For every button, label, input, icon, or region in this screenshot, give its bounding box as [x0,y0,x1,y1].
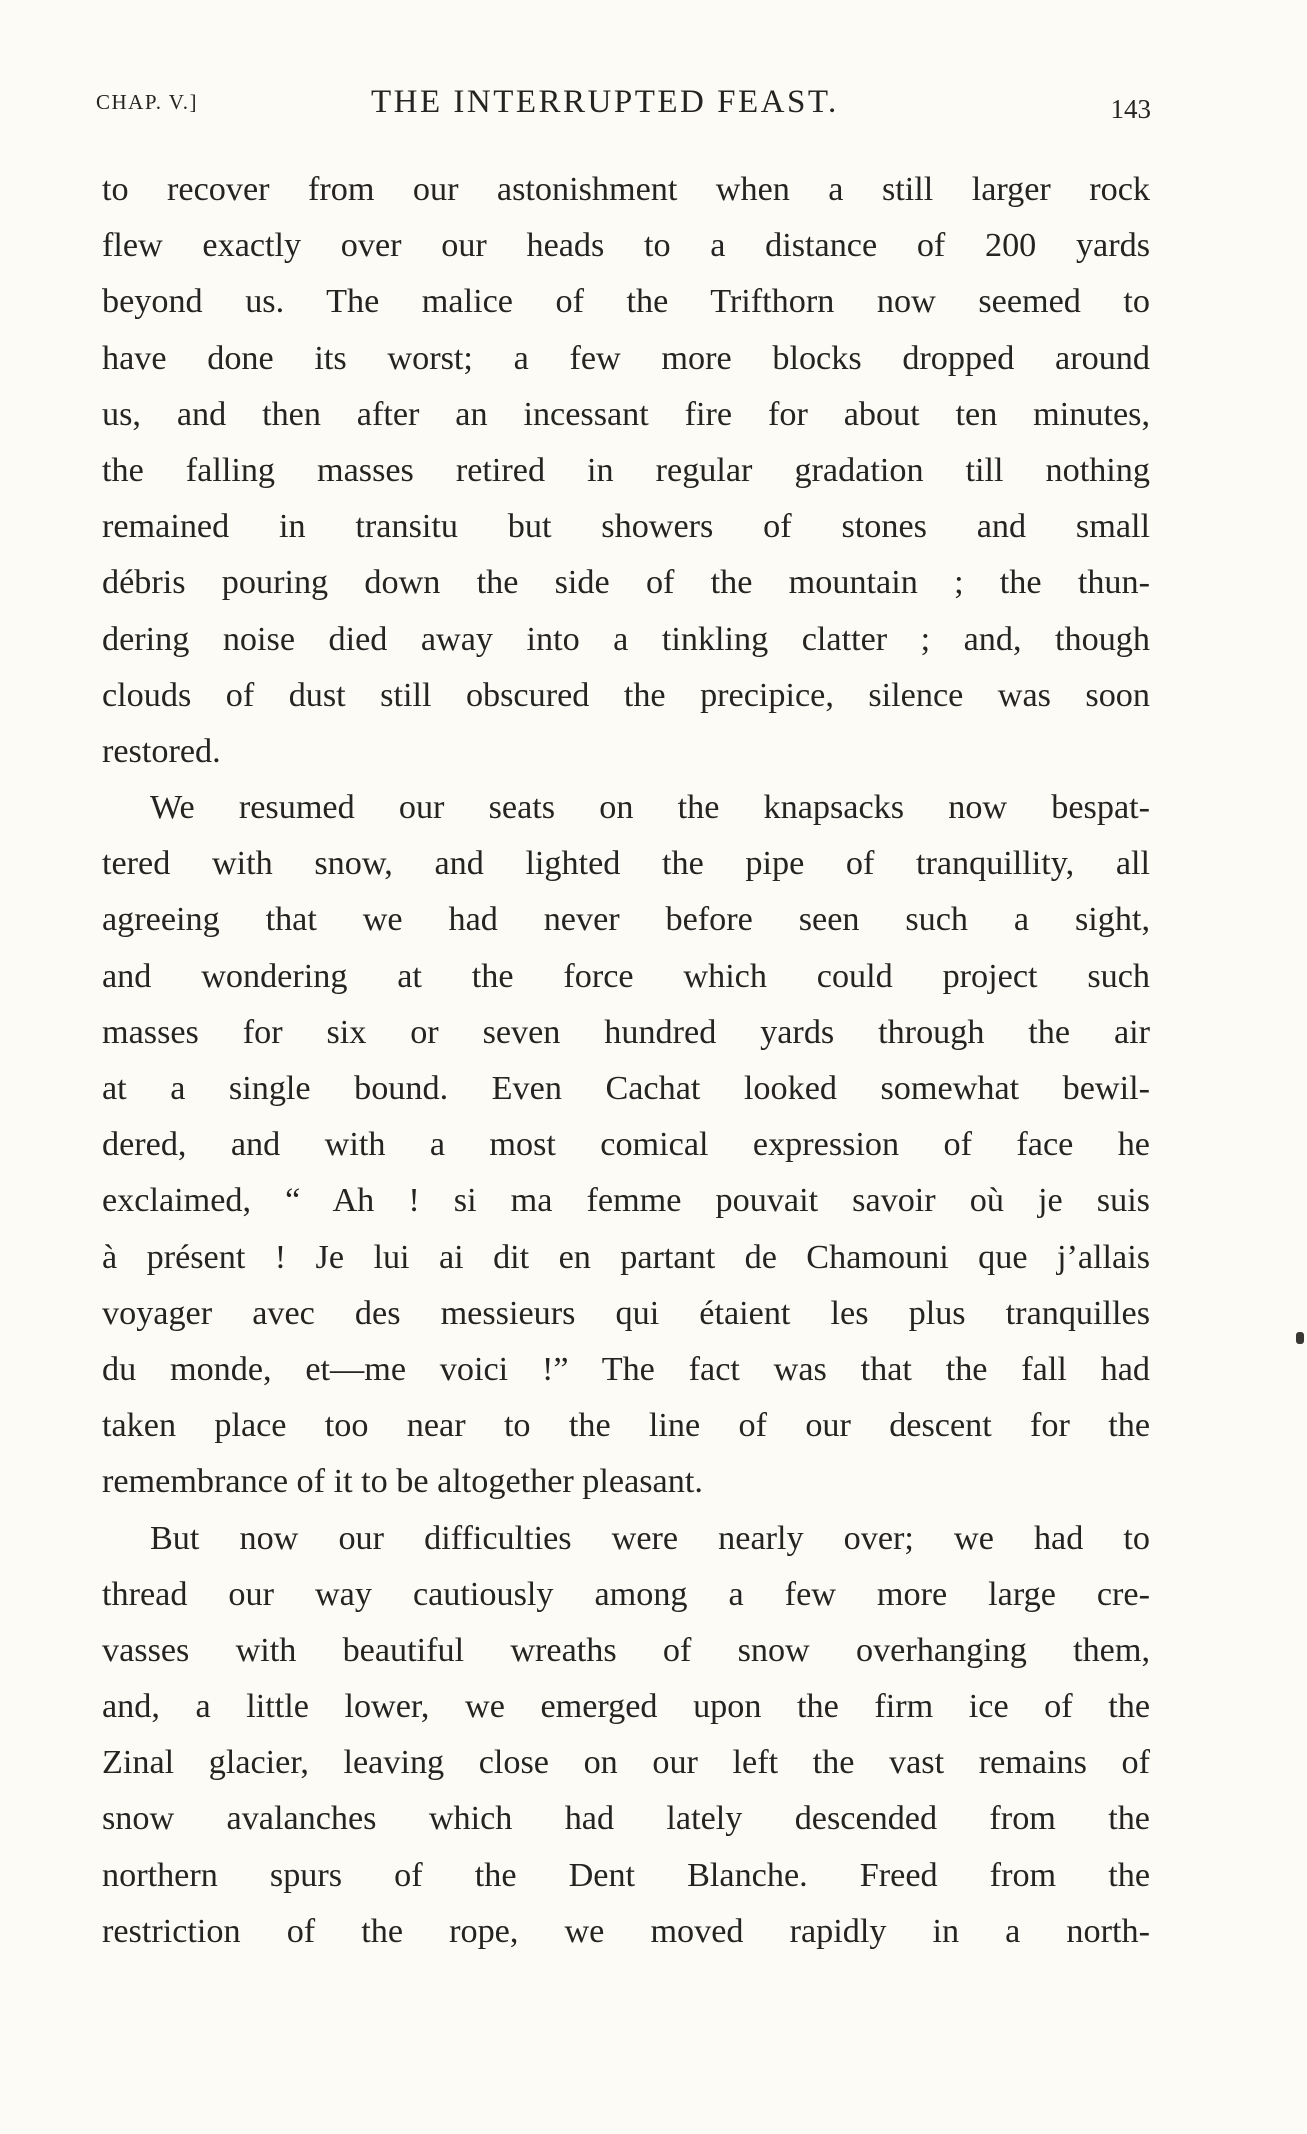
text-line: thread our way cautiously among a few more large cre- [102,1575,1150,1613]
ink-speck [1296,1332,1304,1344]
running-head [96,84,1151,124]
text-line: taken place too near to the line of our descent for the [102,1407,1150,1445]
text-line: to recover from our astonishment when a still larger rock [102,171,1150,208]
text-line: vasses with beautiful wreaths of snow overhanging them, [102,1631,1150,1669]
text-line: and, a little lower, we emerged upon the firm ice of the [102,1688,1150,1726]
text-line: flew exactly over our heads to a distance of 200 yards [102,227,1150,265]
text-line: and wondering at the force which could project such [102,957,1150,995]
text-line: beyond us. The malice of the Trifthorn now seemed to [102,283,1150,321]
paragraph-2 [102,780,1150,1510]
text-line: snow avalanches which had lately descended from the [102,1800,1150,1838]
text-line: dering noise died away into a tinkling clatter ; and, though [102,620,1150,658]
text-line: Zinal glacier, leaving close on our left the vast remains of [102,1744,1150,1782]
text-line: voyager avec des messieurs qui étaient les plus tranquilles [102,1294,1150,1332]
text-line: exclaimed, “ Ah ! si ma femme pouvait savoir où je suis [102,1182,1150,1220]
body-text [102,162,1150,1960]
text-line: us, and then after an incessant fire for about ten minutes, [102,395,1150,433]
text-line: restored. [102,732,221,770]
paragraph-1 [102,162,1150,780]
text-line: tered with snow, and lighted the pipe of tranquillity, all [102,845,1150,883]
text-line: dered, and with a most comical expression of face he [102,1126,1150,1164]
text-line: clouds of dust still obscured the precipice, silence was soon [102,676,1150,714]
text-line: à présent ! Je lui ai dit en partant de Chamouni que j’allais [102,1238,1150,1276]
text-line: northern spurs of the Dent Blanche. Freed from the [102,1856,1150,1894]
paragraph-3 [102,1511,1150,1961]
text-line: at a single bound. Even Cachat looked somewhat bewil- [102,1070,1150,1107]
text-line: agreeing that we had never before seen such a sight, [102,901,1150,939]
text-line: remained in transitu but showers of stones and small [102,508,1150,546]
text-line: the falling masses retired in regular gradation till nothing [102,451,1150,489]
text-line: We resumed our seats on the knapsacks now bespat- [150,789,1150,827]
text-line: remembrance of it to be altogether pleasant. [102,1463,703,1501]
page-number: 143 [1110,94,1151,124]
chapter-label: CHAP. V.] [96,90,199,114]
text-line: du monde, et—me voici !” The fact was that the fall had [102,1350,1150,1388]
text-line: masses for six or seven hundred yards through the air [102,1013,1150,1051]
text-line: But now our difficulties were nearly over; we had to [150,1519,1150,1557]
chapter-title: THE INTERRUPTED FEAST. [371,84,839,120]
text-line: have done its worst; a few more blocks dropped around [102,339,1150,377]
text-line: débris pouring down the side of the mountain ; the thun- [102,564,1150,602]
text-line: restriction of the rope, we moved rapidly in a north- [102,1912,1150,1950]
